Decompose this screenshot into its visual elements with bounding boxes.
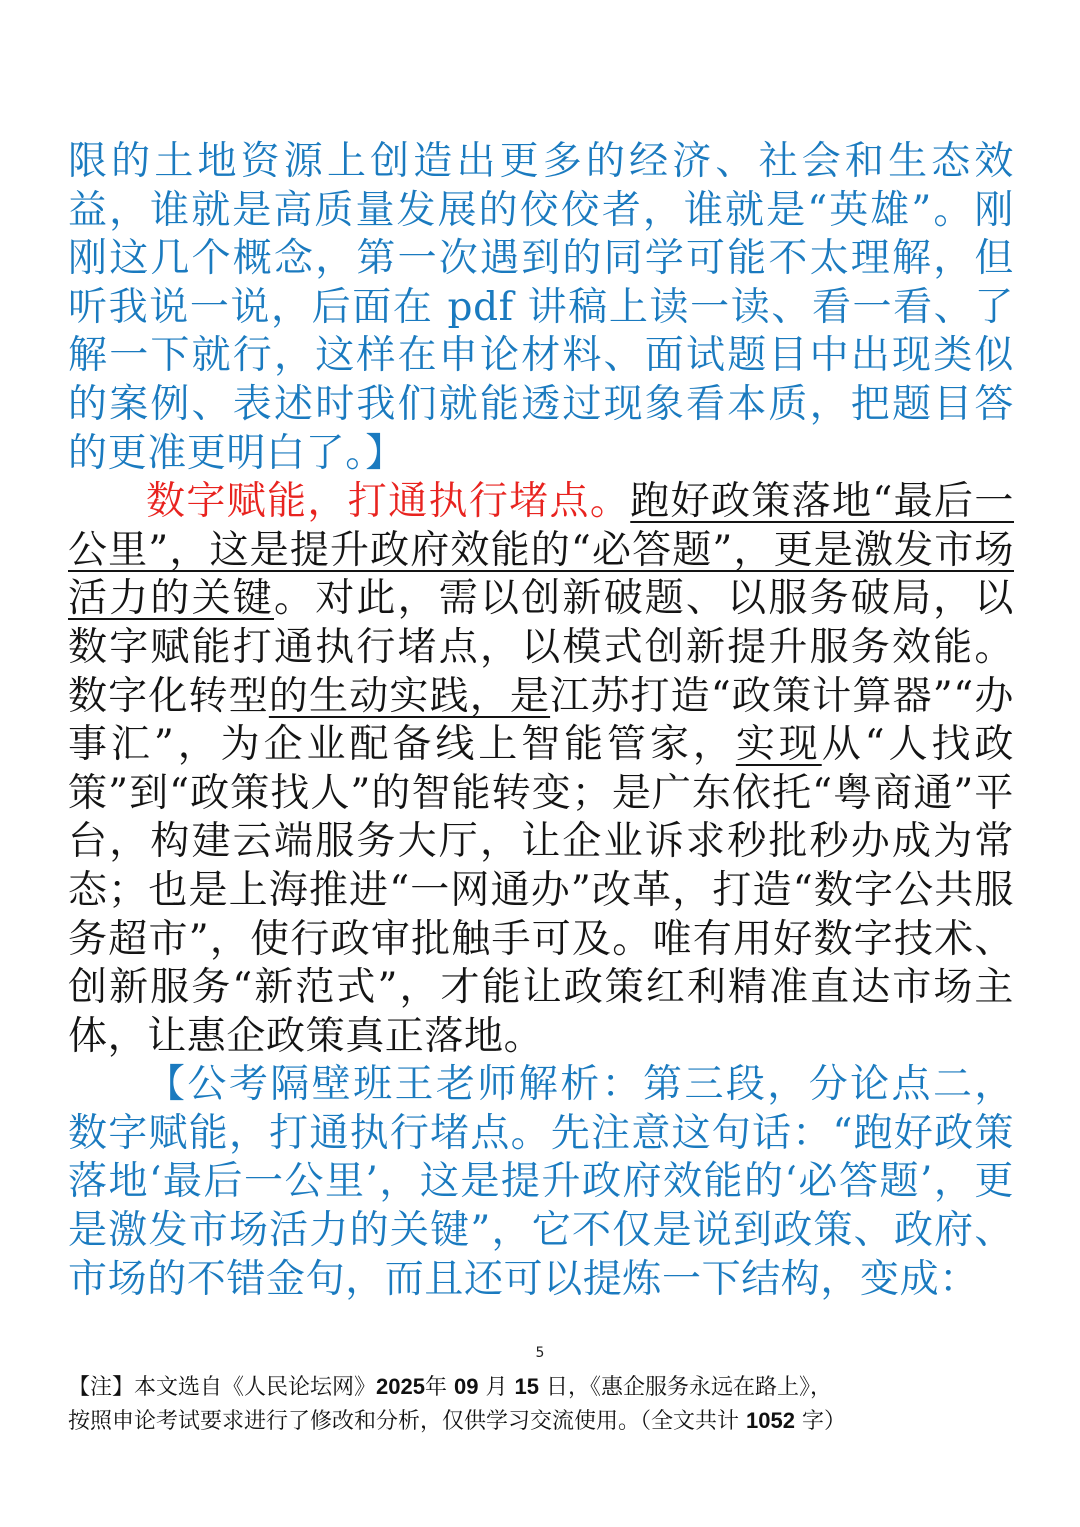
- argument-paragraph: [68, 478, 1014, 1061]
- page-number: 5: [535, 1345, 545, 1361]
- footnote-line-2: 按照申论考试要求进行了修改和分析，仅供学习交流使用。（全文共计 1052 字）: [68, 1408, 846, 1434]
- underlined-phrase: 实现: [735, 722, 822, 768]
- underlined-key-sentence: 跑好政策落地“最后一公里”，这是提升政府效能的“必答题”，更是激发市场活力的关键: [68, 479, 1014, 622]
- body-text-segment: 从“人找政策”到“政策找人”的智能转变；是广东依托“粤商通”平台，构建云端服务大厅，让企业诉求秒批秒办成为常态；也是上海推进“一网通办”改革，打造“数字公共服务超市”，使行政审批触手可及。唯有用好数字技术、创新服务“新范式”，才能让政策红利精准直达市场主体，让惠企政策真正落地。: [68, 722, 1014, 1059]
- body-text-segment: 江苏打造“政策计算器”“办事汇”，为企业配备线上智能管家，: [68, 673, 1015, 768]
- footnote-line-1: 【注】本文选自《人民论坛网》2025年 09 月 15 日，《惠企服务永远在路上》，: [68, 1374, 832, 1400]
- underlined-phrase: 的生动实践，是: [268, 673, 551, 719]
- analysis-paragraph: 【公考隔壁班王老师解析：第三段，分论点二，数字赋能，打通执行堵点。先注意这句话：“跑好政策落地‘最后一公里’，这是提升政府效能的‘必答题’，更是激发市场活力的关键”，它不仅是说到政策、政府、市场的不错金句，而且还可以提炼一下结构，变成：: [68, 1062, 1014, 1302]
- analysis-paragraph-continued: 限的土地资源上创造出更多的经济、社会和生态效益，谁就是高质量发展的佼佼者，谁就是“英雄”。刚刚这几个概念，第一次遇到的同学可能不太理解，但听我说一说，后面在 pdf 讲稿上读一读、看一看、了解一下就行，这样在申论材料、面试题目中出现类似的案例、表述时我们就能透过现象看本质，把题目答的更准更明白了。】: [68, 139, 1014, 476]
- article-body: [68, 138, 1014, 1304]
- footnote: [68, 1370, 1028, 1438]
- body-text-segment: 。对此，需以创新破题、以服务破局，以数字赋能打通执行堵点，以模式创新提升服务效能。数字化转型: [68, 576, 1014, 719]
- sub-argument-heading: 数字赋能，打通执行堵点。: [146, 479, 631, 525]
